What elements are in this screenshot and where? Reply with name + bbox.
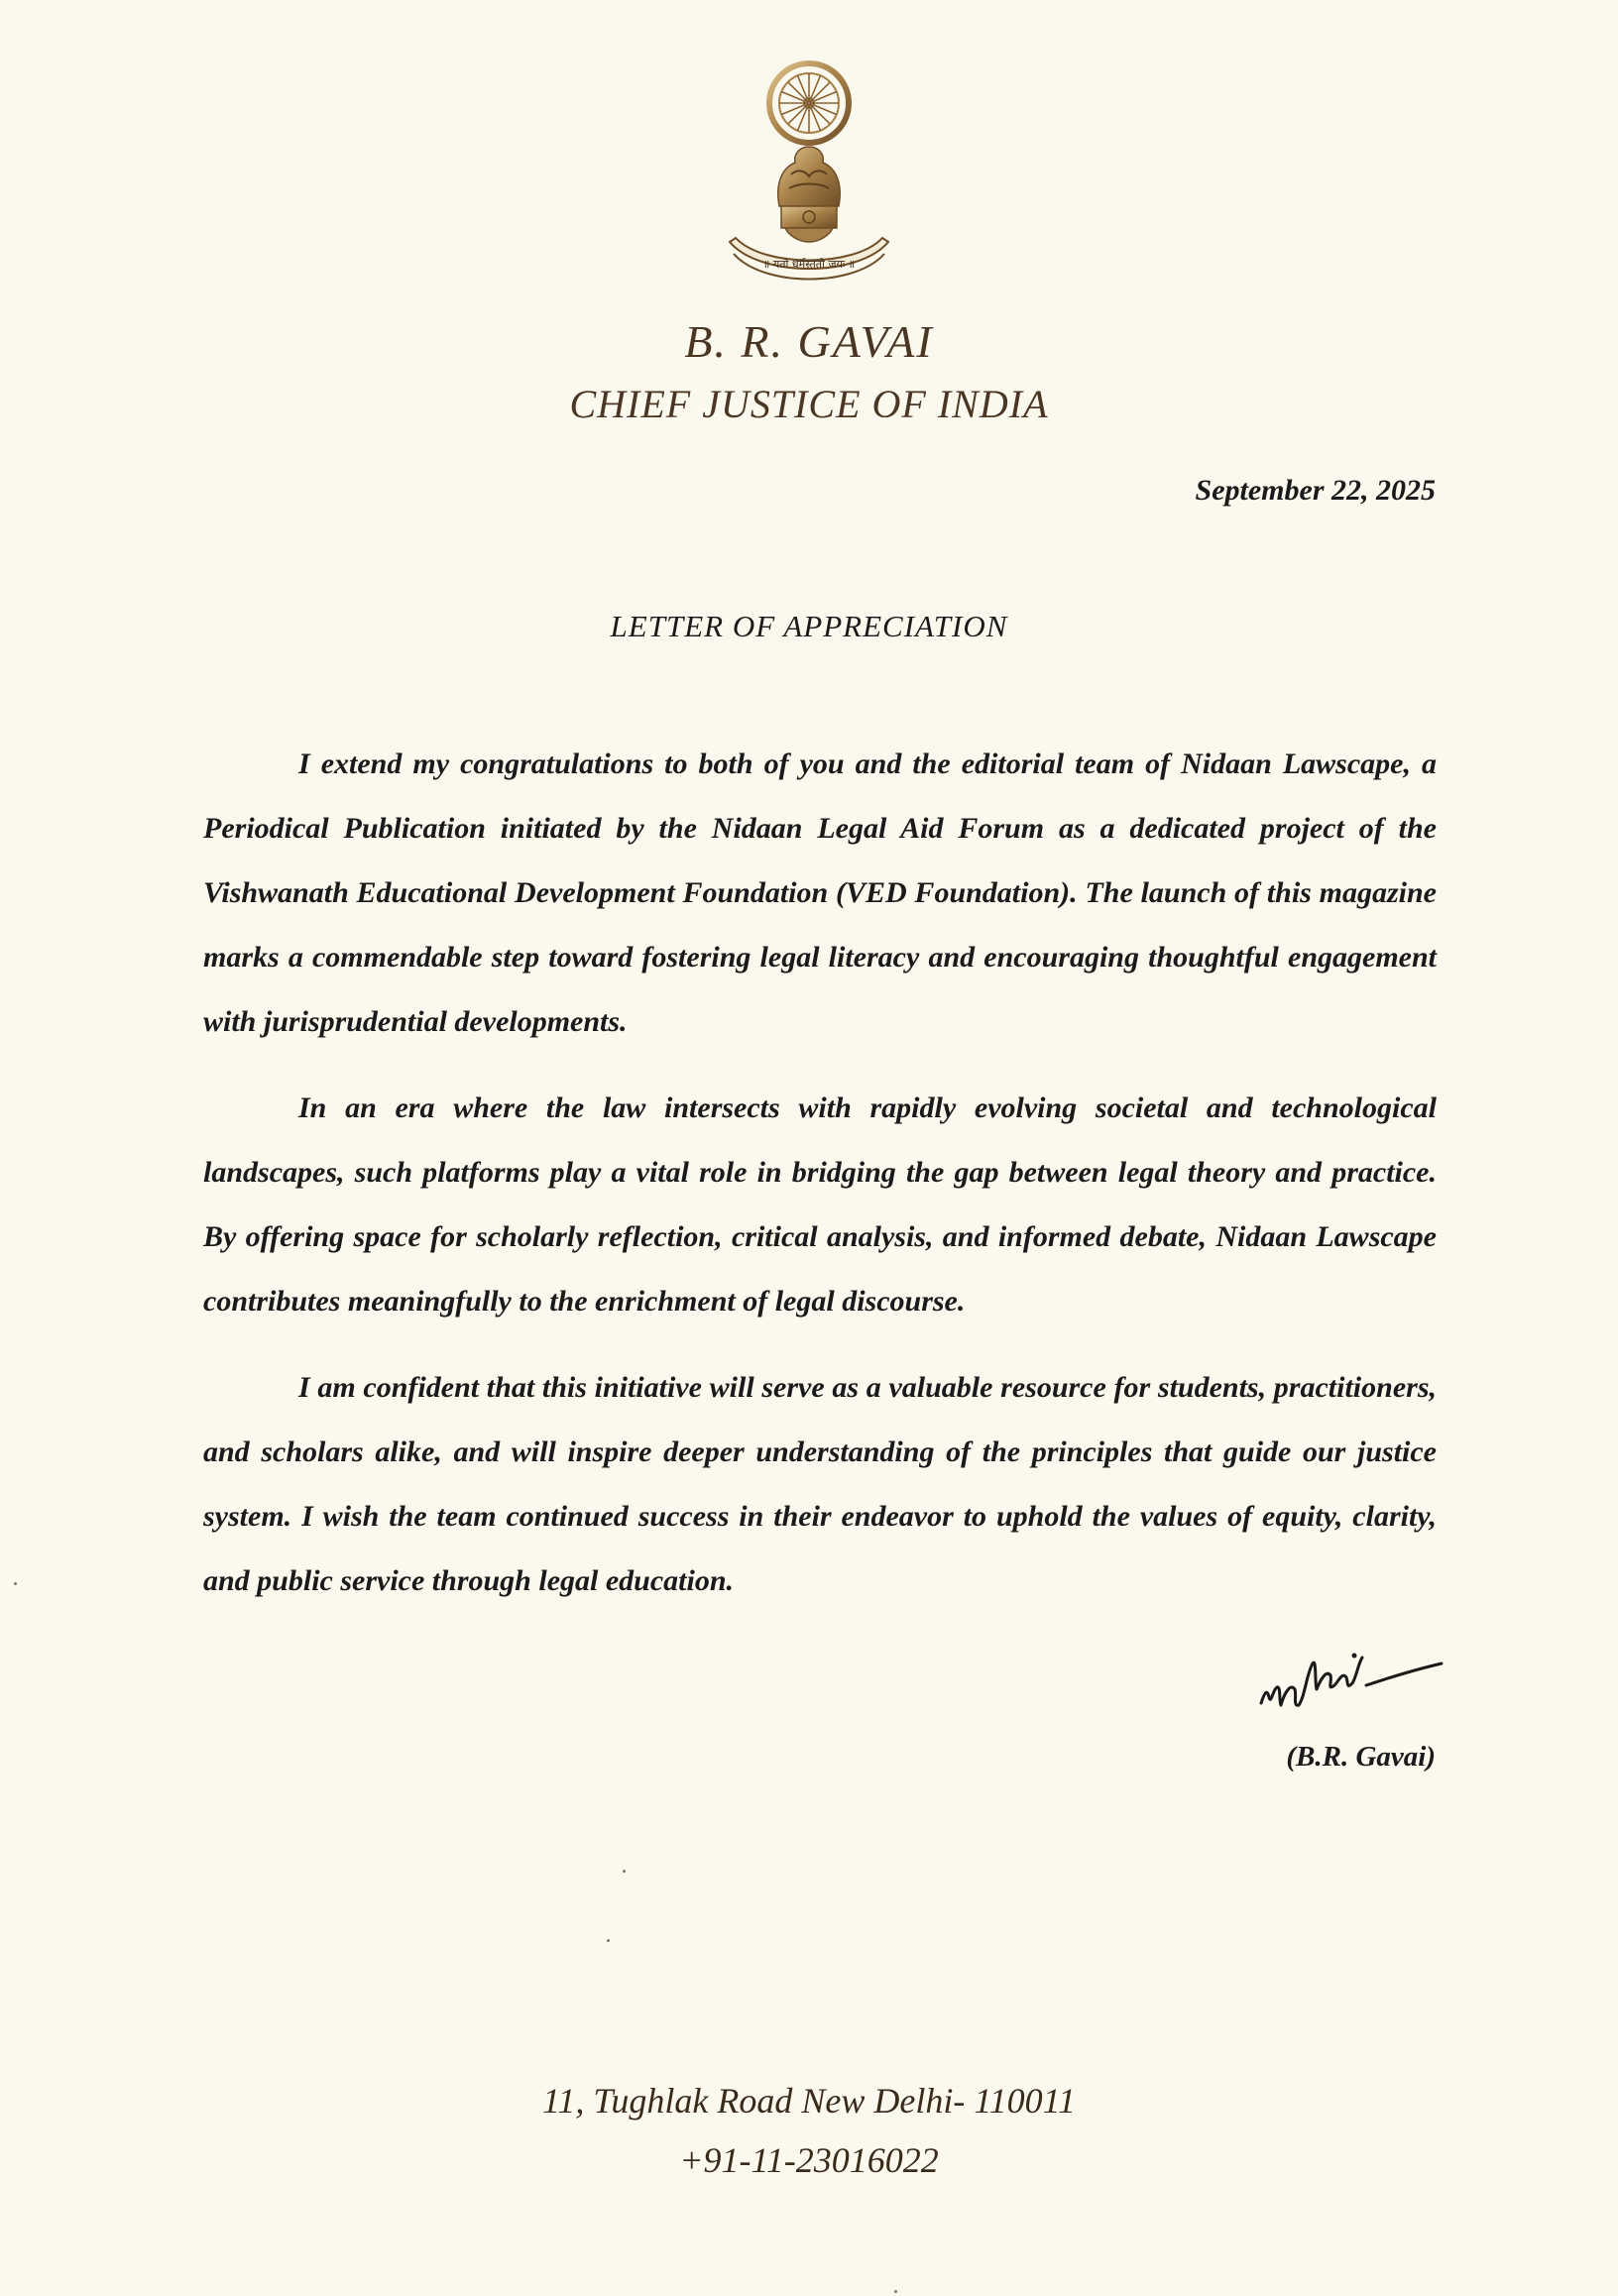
letterhead-title: CHIEF JUSTICE OF INDIA (569, 382, 1049, 426)
signatory-name: (B.R. Gavai) (1286, 1741, 1436, 1773)
letter-body (203, 732, 1437, 1635)
footer-address: 11, Tughlak Road New Delhi- 110011 (542, 2081, 1076, 2121)
paper-speck (894, 2290, 897, 2293)
footer-phone: +91-11-23016022 (679, 2140, 939, 2180)
state-emblem-icon (710, 57, 908, 295)
signature-icon (1251, 1634, 1449, 1723)
paragraph-1: I extend my congratulations to both of you and the editorial team of Nidaan Lawscape, a Periodical Publication initiated by the Nidaan Legal Aid Forum as a dedicated project of the Vishwanath Educational Development Foundation (VED Foundation). The launch of this magazine marks a commendable step toward fostering legal literacy and encouraging thoughtful engagement with jurisprudential developments. (203, 747, 1437, 1038)
paragraph-2: In an era where the law intersects with rapidly evolving societal and technological landscapes, such platforms play a vital role in bridging the gap between legal theory and practice. By offering space for scholarly reflection, critical analysis, and informed debate, Nidaan Lawscape contributes meaningfully to the enrichment of legal discourse. (203, 1091, 1437, 1318)
paragraph-3: I am confident that this initiative will serve as a valuable resource for students, practitioners, and scholars alike, and will inspire deeper understanding of the principles that guide our justice system. I wish the team continued success in their endeavor to uphold the values of equity, clarity, and public service through legal education. (203, 1371, 1437, 1597)
paper-speck (14, 1582, 17, 1585)
paper-speck (623, 1870, 626, 1873)
paper-speck (607, 1939, 610, 1942)
letterhead-name: B. R. GAVAI (684, 316, 934, 367)
letter-title: LETTER OF APPRECIATION (610, 609, 1008, 643)
svg-text:॥ यतो धर्मस्ततो जयः ॥: ॥ यतो धर्मस्ततो जयः ॥ (762, 258, 856, 271)
letter-date: September 22, 2025 (1195, 474, 1436, 507)
